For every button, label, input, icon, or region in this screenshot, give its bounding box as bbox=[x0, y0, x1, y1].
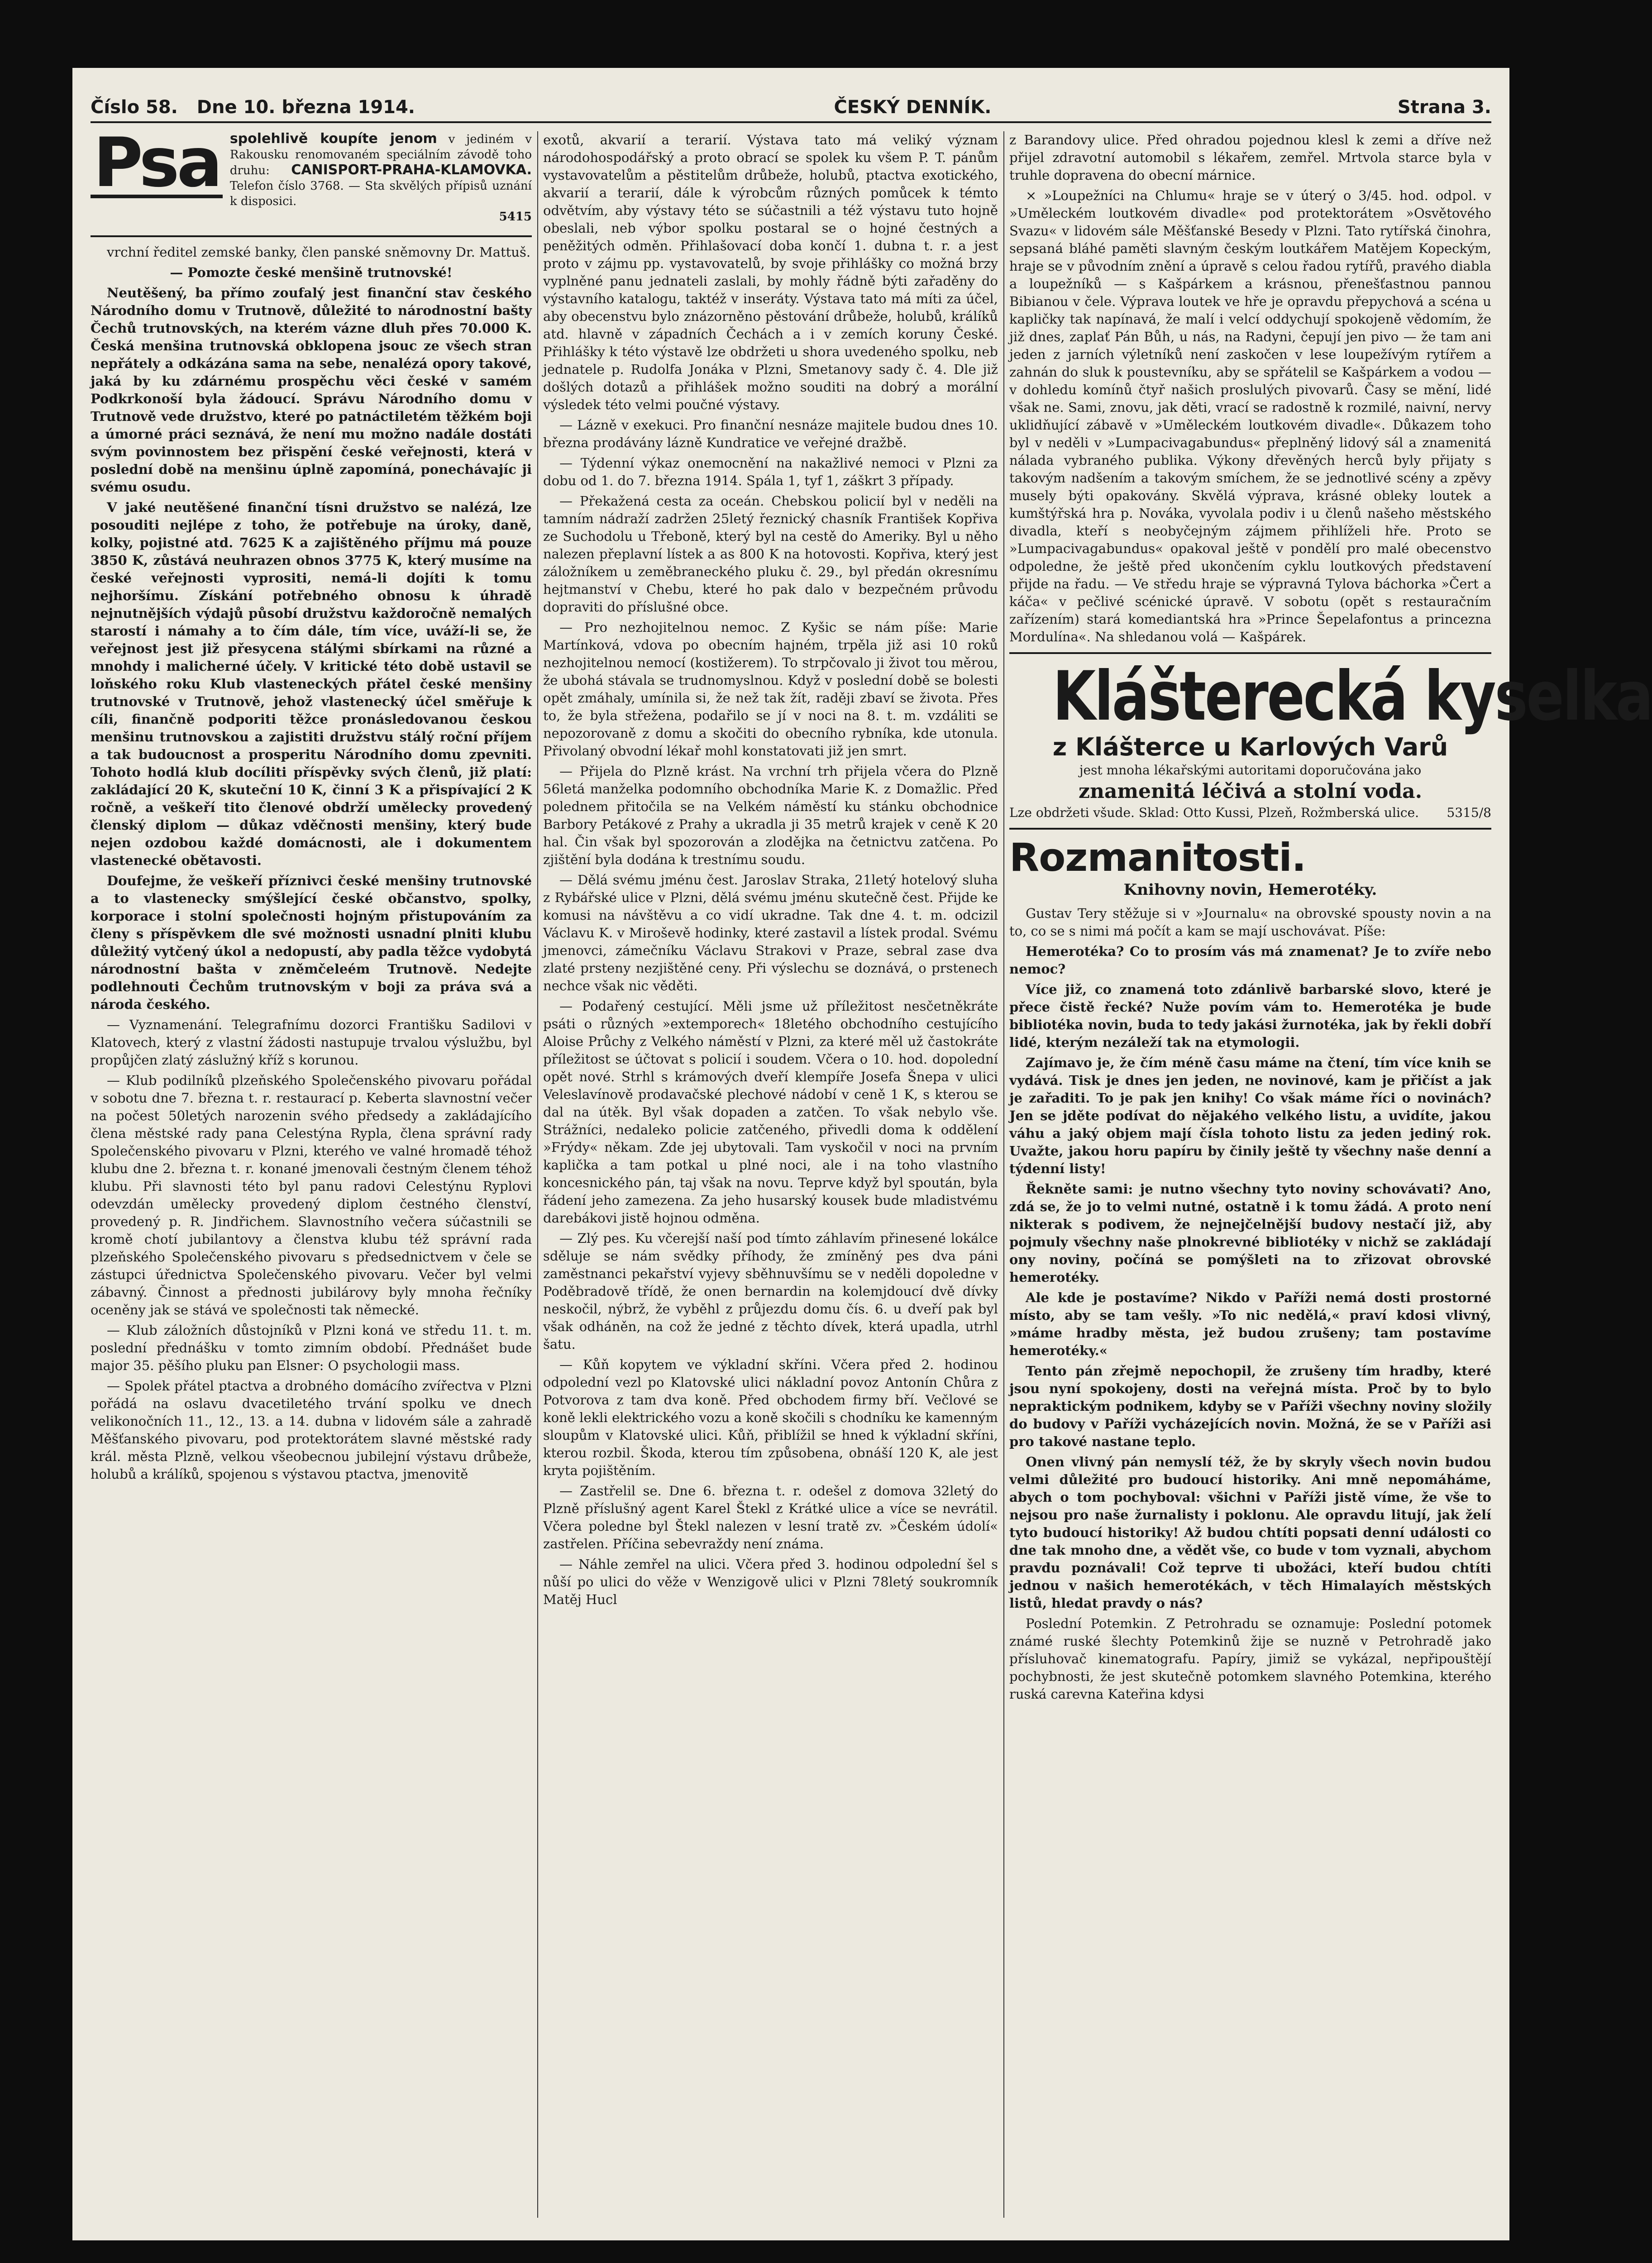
article-body: Zajímavo je, že čím méně času máme na čtení, tím více knih se vydává. Tisk je dnes jen jeden, ne novinové, kam je přičíst a jak je zařaditi. To je pak jen knihy! Co však máme říci o novinách? Jen se jděte podívat do nějakého velkého listu, a uvidíte, jakou váhu a jaký objem mají čísla tohoto listu za jeden jediný rok. Uvažte, jakou horu papíru by činily ještě ty všechny naše denní a týdenní listy! bbox=[1009, 1055, 1491, 1176]
article-body: Doufejme, že veškeří příznivci české menšiny trutnovské a to vlastenecky smýšlející české občanstvo, spolky, korporace i stolní společnosti hojným přistupováním za členy s příspěvkem dle své možnosti usnadní plniti klubu důležitý vytčený úkol a nedopustí, aby padla těžce vydobytá národnostní bašta v zněmčeleém Trutnově. Nedejte podlehnouti Čechům trutnovským v boji za práva svá a národa českého. bbox=[91, 873, 532, 1012]
article-heading: — Pomozte české menšině trutnovské! bbox=[170, 265, 453, 280]
news-item: — Klub záložních důstojníků v Plzni koná ve středu 11. t. m. poslední přednášku v tomto zimním období. Přednášet bude major 35. pěšího pluku pan Elsner: O psychologii mass. bbox=[91, 1322, 532, 1373]
ad-strong-line: znamenitá léčivá a stolní voda. bbox=[1078, 780, 1423, 803]
news-item: — Týdenní výkaz onemocnění na nakažlivé nemoci v Plzni za dobu od 1. do 7. března 1914. Spála 1, tyf 1, záškrt 3 případy. bbox=[543, 455, 998, 488]
news-item: — Spolek přátel ptactva a drobného domácího zvířectva v Plzni pořádá na oslavu dvacetiletého trvání spolku ve dnech velikonočních 11., 12., 13. a 14. dubna v lidovém sále a zahradě Měšťanského pivovaru, pod protektorátem slavné městské rady král. města Plzně, velkou všeobecnou jubilejní výstavu drůbeže, holubů a králíků, spojenou s výstavou ptactva, jmenovitě bbox=[91, 1378, 532, 1482]
divider bbox=[91, 235, 532, 237]
news-item: — Překažená cesta za oceán. Chebskou policií byl v neděli na tamním nádraží zadržen 25letý řeznický chasník František Kopřiva ze Suchodolu u Třeboně, který byl na cestě do Ameriky. Byl u něho nalezen přeplavní lístek a as 800 K na hotovosti. Kopřiva, který jest záložníkem u zeměbraneckého pluku č. 29., byl předán okresnímu hejtmanství v Chebu, které ho pak dalo v bezpečném průvodu dopraviti do příslušné obce. bbox=[543, 493, 998, 615]
news-item: — Náhle zemřel na ulici. Včera před 3. hodinou odpolední šel s nůší po ulici do věže v Wenzigově ulici v Plzni 78letý soukromník Matěj Hucl bbox=[543, 1556, 998, 1607]
article-body: Tento pán zřejmě nepochopil, že zrušeny tím hradby, které jsou nyní spokojeny, dosti na veřejná místa. Proč by to bylo nepraktickým podnikem, kdyby se v Paříži všechny noviny složily do budovy v Paříži vycházejících novin. Možná, že se v Paříži asi pro takové nastane teplo. bbox=[1009, 1363, 1491, 1449]
news-item: — Vyznamenání. Telegrafnímu dozorci Františku Sadilovi v Klatovech, který z vlastní žádosti nastupuje trvalou výslužbu, byl propůjčen zlatý záslužný kříž s korunou. bbox=[91, 1017, 532, 1068]
news-item: — Dělá svému jménu čest. Jaroslav Straka, 21letý hotelový sluha z Rybářské ulice v Plzni, dělá svému jménu skutečně čest. Přijde ke komusi na návštěvu a co vidí ukradne. Tak dne 4. t. m. odcizil Václavu K. v Miroševě hodinky, které zastavil a lístek prodal. Svému jmenovci, zámečníku Václavu Strakovi v Praze, sebral zase dva zlaté prsteny nezjištěné ceny. Při výslechu se doznává, o prstenech nechce však nic věděti. bbox=[543, 872, 998, 993]
news-item: — Podařený cestující. Měli jsme už příležitost nesčetněkráte psáti o různých »extemporech« 18letého obchodního cestujícího Aloise Průchy z Velkého náměstí v Plzni, za které měl už častokráte příležitost se účtovat s policií i soudem. Včera o 10. hod. dopolední opět nové. Strhl s krámových dveří klempíře Josefa Šnepa v ulici Veleslavínově prodavačské plechové nádobí v ceně 1 K, s kterou se dal na útěk. Byl však dopaden a zatčen. To však nebylo vše. Strážníci, nedaleko policie zatčeného, přivedli doma k oddělení »Frýdy« někam. Zde jej ubytovali. Tam vyskočil v noci na prvním kaplička a tam potkal u plné noci, ale i na toho vlastního koncesnického pán, taj však na novu. Teprve když byl spoután, byla řádení jeho zamezena. Za jeho husarský kousek bude mladistvému darebákovi jistě hojnou odměna. bbox=[543, 998, 998, 1226]
news-item: z Barandovy ulice. Před ohradou pojednou klesl k zemi a dříve než přijel zdravotní automobil s lékařem, zemřel. Mrtvola starce byla v truhle dopravena do obecní márnice. bbox=[1009, 132, 1491, 183]
page-number: Strana 3. bbox=[1397, 97, 1491, 118]
news-item: — Zastřelil se. Dne 6. března t. r. odešel z domova 32letý do Plzně příslušný agent Karel Štekl z Krátké ulice a více se nevrátil. Včera poledne byl Štekl nalezen v lesní tratě zv. »Českém údolí« zastřelen. Příčina sebevraždy není známa. bbox=[543, 1483, 998, 1552]
column-1 bbox=[91, 124, 532, 2218]
ad-line: jest mnoha lékařskými autoritami doporučována jako bbox=[1079, 763, 1422, 778]
newspaper-name: ČESKÝ DENNÍK. bbox=[834, 97, 992, 118]
article-body: Více již, co znamená toto zdánlivě barbarské slovo, které je přece čistě řecké? Nuže povím vám to. Hemerotéka je bude bibliotéka novin, buda to tedy jakási žurnotéka, jak by řekli dobří lidé, kterým nezáleží tak na etymologii. bbox=[1009, 982, 1491, 1050]
article-body: Řekněte sami: je nutno všechny tyto noviny schovávati? Ano, zdá se, že jo to velmi nutné, ostatně i k tomu žádá. A proto není nikterak s podivem, že nejnejčelnější budovy nestačí již, aby pojmuly všechny naše plnokrevné bibliotéky v nichž se zakládají ony noviny, počíná se pomýšleti na to zřizovat obrovské hemerotéky. bbox=[1009, 1181, 1491, 1285]
news-item: × »Loupežníci na Chlumu« hraje se v úterý o 3/45. hod. odpol. v »Uměleckém loutkovém divadle« pod protektorátem »Osvětového Svazu« v lidovém sále Měšťanské Besedy v Plzni. Tato rytířská činohra, sepsaná bláhé paměti slavným českým loutkářem Matějem Kopeckým, hraje se v původním znění a úpravě s celou řadou rytířů, pravého diabla a loupežníků — s Kašpárkem a krásnou, přenešťastnou pannou Bibianou v čele. Výprava loutek ve hře je opravdu přepychová a scéna u kapličky tak napínavá, že malí i velcí oddychují spokojeně vědomím, že již dnes, zaplať Pán Bůh, u nás, na Radyni, čepují jen pivo — že tam ani jeden z jarních výletníků není zaskočen v lese loupežívým rytířem a zahnán do sluk k poustevníku, aby se spřátelil se Kašpárkem a vodou — v dohledu komínů čtyř našich proslulých pivovarů. Časy se mění, lidé však ne. Sami, znovu, jak děti, vrací se radostně k rozmilé, naivní, nervy uklidňující zábavě v »Uměleckém loutkovém divadle«. Důkazem toho byl v neděli v »Lumpacivagabundus« přeplněný lidový sál a znamenitá nálada vybraného publika. Výkony dřevěných herců byly přijaty s takovým nadšením a takovým smíchem, že se jednotlivé scény a zpěvy musely býti opakovány. Skvělá výprava, krásné oblekу loutek a kumštýřská hra p. Nováka, vyvolala podiv i u členů našeho městského divadla, kteří s neobyčejným zájmem přihlíželi hře. Proto se »Lumpacivagabundus« opakoval ještě v pondělí pro malé obecenstvo odpoledne, že ještě před ukončením cyklu loutkových představení přijde na řadu. — Ve středu hraje se výpravná Tylova báchorka »Čert a káča« v pečlivé scénické úpravě. V sobotu (opět s restauračním zařízením) stará komediantská hra »Prince Šepelafontus a princezna Mordulína«. Na shledanou volá — Kašpárek. bbox=[1009, 188, 1491, 645]
column-divider bbox=[537, 131, 538, 2218]
ad-address bbox=[1009, 804, 1491, 821]
news-item: — Přijela do Plzně krást. Na vrchní trh přijela včera do Plzně 56letá manželka podomního obchodníka Marie K. z Domažlic. Před polednem přitočila se na Velkém náměstí ku stánku obchodnice Barbory Petákové z Prahy a ukradla ji 35 metrů krajek v ceně K 20 hal. Čin však byl spozorován a zlodějka na četnictvu zatčena. Po zjištění byla dodána k trestnímu soudu. bbox=[543, 764, 998, 867]
ad-code: 5315/8 bbox=[1447, 805, 1491, 820]
newspaper-page bbox=[72, 68, 1652, 2240]
ad-body bbox=[230, 131, 532, 224]
article-body: V jaké neutěšené finanční tísni družstvo se nalézá, lze posouditi nejlépe z toho, že potřebuje na úroky, daně, kolky, pojistné atd. 7625 K a zajištěného příjmu má pouze 3850 K, zůstává neuhrazen obnos 3775 K, který musíme na české veřejnosti vyprositi, nemá-li dojíti k tomu nejhoršímu. Získání potřebného obnosu k úhradě nejnutnějších výdajů působí družstvu každoročně nemalých starostí i námahy a to čím dále, tím více, uváží-li se, že veřejnost jest již přesycena stálými sbírkami na různé a mnohdy i malicherné účely. V kritické této době ustavil se loňského roku Klub vlasteneckých přátel české menšiny trutnovské v Trutnově, jehož vlastenecký účel směřuje k cíli, finančně podporiti těžce pronásledovanou českou menšinu trutnovskou a zajistiti družstvu stálý roční příjem a tak budoucnost a prosperitu Národního domu zpevniti. Tohoto hodlá klub docíliti příspěvky svých členů, již platí: zakládající 20 K, skuteční 10 K, činní 3 K a přispívající 2 K ročně, a veškeří tito členové obdrží umělecky provedený členský diplom — důkaz vděčnosti menšiny, který bude nejen ozdobou každé domácnosti, ale i dokumentem vlastenecké obětavosti. bbox=[91, 500, 532, 868]
ad-logo-text: Psa bbox=[91, 131, 223, 198]
ad-title: Klášterecká kyselka bbox=[1052, 657, 1652, 736]
column-divider bbox=[1003, 131, 1004, 2218]
news-item: exotů, akvarií a terarií. Výstava tato má veliký význam národohospodářský a proto obrací se spolek ku všem P. T. pánům vystavovatelům a pěstitelům drůbeže, holubů, ptactva exotického, akvarií a terarií, dále k výrobcům různých pomůcek k témto odvětvím, aby výstavy této se súčastnili a též výstavu tuto hojně obeslali, neb výbor spolku postaral se o hojné čestných a peněžitých odměn. Přihlašovací doba končí 1. dubna t. r. a jest proto v zájmu pp. vystavovatelů, by svoje přihlášky co možná brzy vyplněné panu jednateli zaslali, by mohly řádně býti zařaděny do výstavního katalogu, taktéž v inseráty. Výstava tato má míti za účel, aby obecenstvu bylo znázorněno pěstování drůbeže, holubů, králíků atd. hlavně v západních Čechách a i v zemích koruny České. Přihlášky k této výstavě lze obdržeti u shora uvedeného spolku, neb jednatele p. Rudolfa Jonáka v Plzni, Smetanovy sady č. 4. Dle již došlých dotazů a přihlášek možno souditi na dobrý a morální výsledek této velmi poučné výstavy. bbox=[543, 132, 998, 412]
article-body: Onen vlivný pán nemyslí též, že by skryly všech novin budou velmi důležité pro budoucí historiky. Ani mně nepomáháme, abych o tom pochyboval: všichni v Paříži jistě víme, že vše to nejsou pro naše žurnalisty i poklonu. Ale opravdu litují, jak želí tyto budoucí historiky! Až budou chtíti popsati denní události co dne tak mnoho dne, a vědět vše, co bude v tom vyznali, abychom pravdu poznávali! Což teprve ti ubožáci, kteří budou chtíti jednou v našich hemerotékách, v těch Himalayích městských listů, hledat pravdy o nás? bbox=[1009, 1454, 1491, 1611]
section-subtitle: Knihovny novin, Hemerotéky. bbox=[1123, 881, 1377, 899]
issue-info bbox=[91, 97, 428, 118]
divider bbox=[1009, 828, 1491, 830]
dog-advertisement bbox=[91, 124, 532, 224]
issue-date: Dne 10. března 1914. bbox=[196, 97, 415, 118]
ad-text-2: Telefon číslo 3768. — Sta skvělých přípisů uznání k disposici. bbox=[229, 179, 532, 208]
ad-subtitle: z Klášterce u Karlových Varů bbox=[1052, 733, 1448, 761]
article-body: Ale kde je postavíme? Nikdo v Paříži nemá dosti prostorné místo, aby se tam vešly. »To nic nedělá,« praví kdosi vlivný, »máme hradby města, jež budou zrušeny; tam postavíme hemerotéky.« bbox=[1009, 1290, 1491, 1358]
column-2 bbox=[543, 131, 998, 2218]
news-item: — Klub podilníků plzeňského Společenského pivovaru pořádal v sobotu dne 7. března t. r. restaurací p. Keberta slavnostní večer na počest 50letých narozenin svého předsedy a zakládajícího člena městské rady pana Celestýna Rypla, člena správní rady Společenského pivovaru v Plzni, kterého ve valné hromadě téhož klubu dne 2. března t. r. konané jmenovali čestným členem téhož klubu. Při slavnosti této byl panu radovi Celestýnu Ryplovi odevzdán umělecky provedený diplom čestného členství, provedený p. R. Jindřichem. Slavnostního večera súčastnili se kromě chotí jubilantovy a členstva klubu též správní rada plzeňského Společenského pivovaru s předsednictvem v čele se zástupci úřednictva Společenského pivovaru. Večer byl velmi zábavný. Činnost a přednosti jubilárovy byly mnoha řečníky oceněny jak se stává ve společnosti tak německé. bbox=[91, 1073, 532, 1318]
news-item: Poslední Potemkin. Z Petrohradu se oznamuje: Poslední potomek známé ruské šlechty Potemkinů žije se nuzně v Petrohradě jako přísluhovač kinematografu. Papíry, jimiž se vykázal, nepřipouštějí pochybnosti, že jest skutečně potomkem slavného Potemkina, kterého ruská carevna Kateřina kdysi bbox=[1009, 1616, 1491, 1702]
ad-company: CANISPORT-PRAHA-KLAMOVKA. bbox=[291, 162, 532, 178]
news-item: — Pro nezhojitelnou nemoc. Z Kyšic se nám píše: Marie Martínková, vdova po obecním hajném, trpěla již asi 10 roků nezhojitelnou nemocí (kostižerem). To strpčovalo ji život tou měrou, že ubohá stávala se trudnomyslnou. Když v poslední době se bolesti opět zmáhaly, umínila si, že než tak žít, raději zbaví se života. Přes to, že byla střežena, podařilo se jí v noci na 8. t. m. vzdáliti se nepozorovaně z domu a skočiti do obecního rybníka, kde utonula. Přivolaný obvodní lékař mohl konstatovati již jen smrt. bbox=[543, 620, 998, 759]
article-body: Neutěšený, ba přímo zoufalý jest finanční stav českého Národního domu v Trutnově, důležité to národnostní bašty Čechů trutnovských, na kterém vázne dluh přes 70.000 K. Česká menšina trutnovská obklopena jsouc ze všech stran nepřátely a odkázána sama na sebe, nenalézá opory takové, jaká by ku zdárnému prospěchu věci české v samém Podkrkonoší byla žádoucí. Správu Národního domu v Trutnově vede družstvo, které po patnáctiletém těžkém boji a úmorné práci seznává, že není mu možno nadále dostáti svým povinnostem bez přispění české veřejnosti, která v poslední době na menšinu úplně zapomíná, ponechávajíc ji svému osudu. bbox=[91, 285, 532, 495]
issue-number: Číslo 58. bbox=[91, 97, 178, 118]
article-body: Gustav Tery stěžuje si v »Journalu« na obrovské spousty novin a na to, co se s nimi má počít a kam se mají uschovávat. Píše: bbox=[1009, 906, 1491, 939]
page-header bbox=[91, 91, 1491, 118]
column-3 bbox=[1009, 131, 1652, 2218]
header-rule bbox=[91, 121, 1491, 123]
ad-code: 5415 bbox=[499, 210, 532, 224]
article-body: Hemerotéka? Co to prosím vás má znamenat? Je to zvíře nebo nemoc? bbox=[1009, 944, 1491, 977]
ad-text: v jediném v Rakousku renomovaném speciálním závodě toho druhu: bbox=[229, 133, 532, 177]
news-item: — Zlý pes. Ku včerejší naší pod tímto záhlavím přinesené lokálce sděluje se nám svědky příhody, že zmíněný pes dva páni zaměstnanci pekařství vyjevy sběhnuvšímu se v neděli dopoledne v Poděbradově třídě, že onen bernardin na kolemjdoucí dvě dívky neskočil, nýbrž, že vyběhl z průjezdu domu čís. 6. u dveří pak byl však odháněn, na což že jedné z těchto dívek, která upadla, utrhl šatu. bbox=[543, 1231, 998, 1352]
ad-address-text: Lze obdržeti všude. Sklad: Otto Kussi, Plzeň, Rožmberská ulice. bbox=[1009, 805, 1419, 820]
mineral-water-advertisement bbox=[1009, 657, 1652, 821]
ad-lead: spolehlivě koupíte jenom bbox=[229, 131, 437, 147]
news-item: — Lázně v exekuci. Pro finanční nesnáze majitele budou dnes 10. března prodávány lázně Kundratice ve veřejné dražbě. bbox=[543, 417, 998, 450]
section-title: Rozmanitosti. bbox=[1009, 835, 1306, 880]
divider bbox=[1009, 652, 1491, 654]
paragraph: vrchní ředitel zemské banky, člen panské sněmovny Dr. Mattuš. bbox=[107, 244, 531, 260]
news-item: — Kůň kopytem ve výkladní skříni. Včera před 2. hodinou odpolední vezl po Klatovské ulici nákladní povoz Antonín Chůra z Potvorova z tam dva koně. Před obchodem firmy bří. Večlové se koně lekli elektrického vozu a koně skočili s chodníku ke kamenným sloupům v Klatovské ulici. Kůň, přiblížil se hned k výkladní skříni, kterou rozbil. Škoda, kterou tím způsobena, obnáší 120 K, ale jest kryta pojištěním. bbox=[543, 1357, 998, 1478]
